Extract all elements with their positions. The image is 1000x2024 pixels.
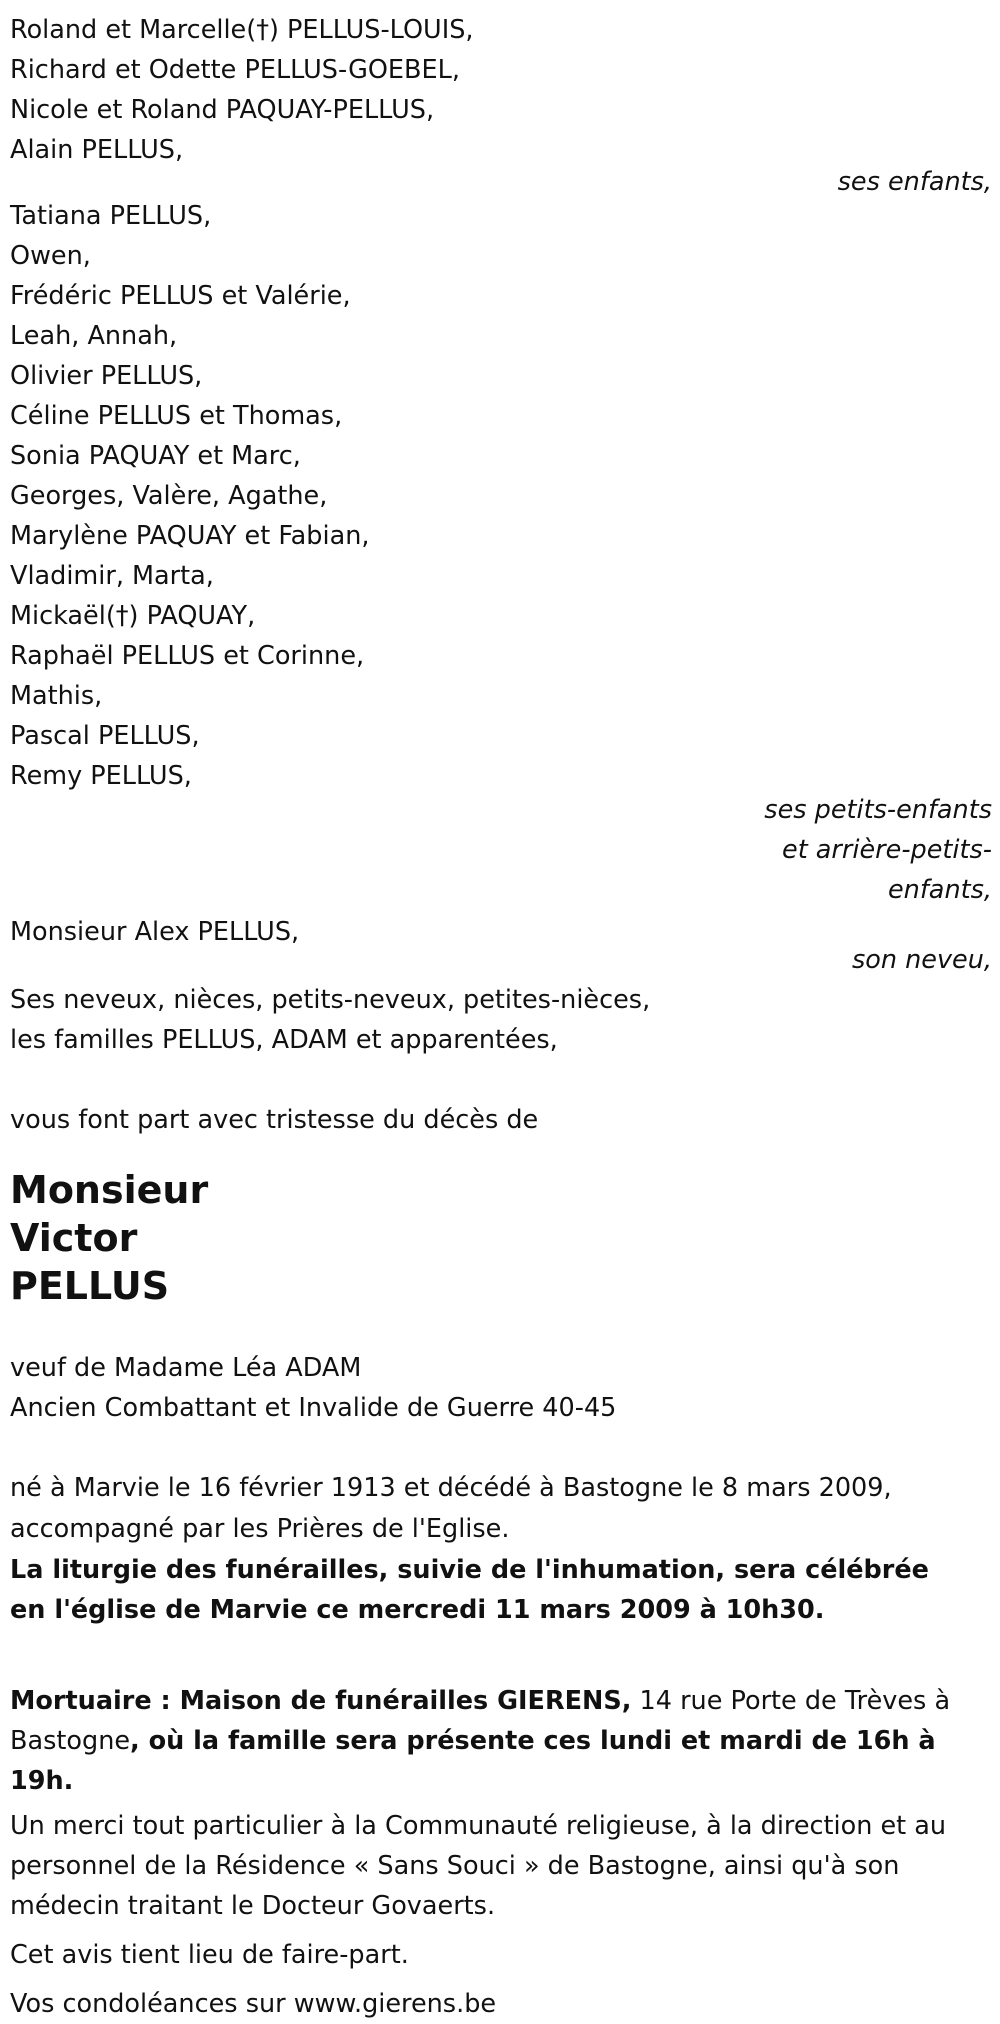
liturgy-paragraph: La liturgie des funérailles, suivie de l'inhumation, sera célébrée en l'église de Marvie ce mercredi 11 mars 2009 à 10h30. (10, 1555, 929, 1625)
grandchild-line: Tatiana PELLUS, (10, 201, 212, 231)
grandchild-line: Leah, Annah, (10, 321, 178, 351)
mortuary-paragraph (10, 1681, 985, 1801)
grandchildren-role-line: et arrière-petits- (782, 835, 992, 865)
grandchild-line: Pascal PELLUS, (10, 721, 200, 751)
grandchildren-role-line: enfants, (887, 875, 992, 905)
grandchild-line: Georges, Valère, Agathe, (10, 481, 328, 511)
deceased-name (10, 1166, 992, 1310)
child-line: Richard et Odette PELLUS-GOEBEL, (10, 55, 460, 85)
grandchild-line: Mickaël(†) PAQUAY, (10, 601, 256, 631)
condolences-line (10, 1984, 992, 2024)
mortuary-address: 14 rue Porte de Trèves à Bastogne (10, 1686, 951, 1756)
birth-death-dates: né à Marvie le 16 février 1913 et décédé à Bastogne le 8 mars 2009, (10, 1473, 892, 1503)
grandchildren-list (10, 196, 992, 796)
widow-line: veuf de Madame Léa ADAM (10, 1353, 362, 1383)
veteran-line: Ancien Combattant et Invalide de Guerre 40-45 (10, 1393, 617, 1423)
grandchild-line: Vladimir, Marta, (10, 561, 214, 591)
grandchild-line: Céline PELLUS et Thomas, (10, 401, 343, 431)
announcement: vous font part avec tristesse du décès de (10, 1105, 539, 1135)
grandchild-line: Owen, (10, 241, 91, 271)
family-presence: , où la famille sera présente ces lundi et mardi de 16h à 19h. (10, 1726, 936, 1796)
condolences-link[interactable]: www.gierens.be (293, 1989, 497, 2019)
condolences-text: Vos condoléances sur (10, 1989, 294, 2019)
child-line: Roland et Marcelle(†) PELLUS-LOUIS, (10, 15, 474, 45)
deceased-last-name: PELLUS (10, 1264, 170, 1308)
relatives-line: Ses neveux, nièces, petits-neveux, petites-nièces, (10, 985, 651, 1015)
deceased-title: Monsieur (10, 1168, 209, 1212)
grandchild-line: Marylène PAQUAY et Fabian, (10, 521, 370, 551)
obituary-notice (10, 10, 992, 2024)
relatives-list (10, 980, 992, 1060)
prayers-line: accompagné par les Prières de l'Eglise. (10, 1514, 510, 1544)
grandchild-line: Frédéric PELLUS et Valérie, (10, 281, 351, 311)
relatives-line: les familles PELLUS, ADAM et apparentées, (10, 1025, 558, 1055)
grandchildren-role-line: ses petits-enfants (764, 795, 992, 825)
grandchild-line: Olivier PELLUS, (10, 361, 203, 391)
grandchild-line: Mathis, (10, 681, 103, 711)
nephew-name: Monsieur Alex PELLUS, (10, 917, 300, 947)
children-list (10, 10, 992, 170)
children-role: ses enfants, (837, 167, 992, 197)
grandchild-line: Raphaël PELLUS et Corinne, (10, 641, 365, 671)
grandchild-line: Sonia PAQUAY et Marc, (10, 441, 301, 471)
grandchildren-role (10, 790, 992, 910)
mortuary-label: Mortuaire : Maison de funérailles GIERENS, (10, 1686, 632, 1716)
grandchild-line: Remy PELLUS, (10, 761, 192, 791)
notice-line: Cet avis tient lieu de faire-part. (10, 1940, 409, 1970)
child-line: Alain PELLUS, (10, 135, 184, 165)
deceased-first-name: Victor (10, 1216, 138, 1260)
child-line: Nicole et Roland PAQUAY-PELLUS, (10, 95, 435, 125)
nephew-role: son neveu, (851, 945, 992, 975)
thanks-paragraph: Un merci tout particulier à la Communauté religieuse, à la direction et au personnel de la Résidence « Sans Souci » de Bastogne, ainsi qu'à son médecin traitant le Docteur Govaerts. (10, 1811, 947, 1921)
deceased-details (10, 1348, 992, 1428)
